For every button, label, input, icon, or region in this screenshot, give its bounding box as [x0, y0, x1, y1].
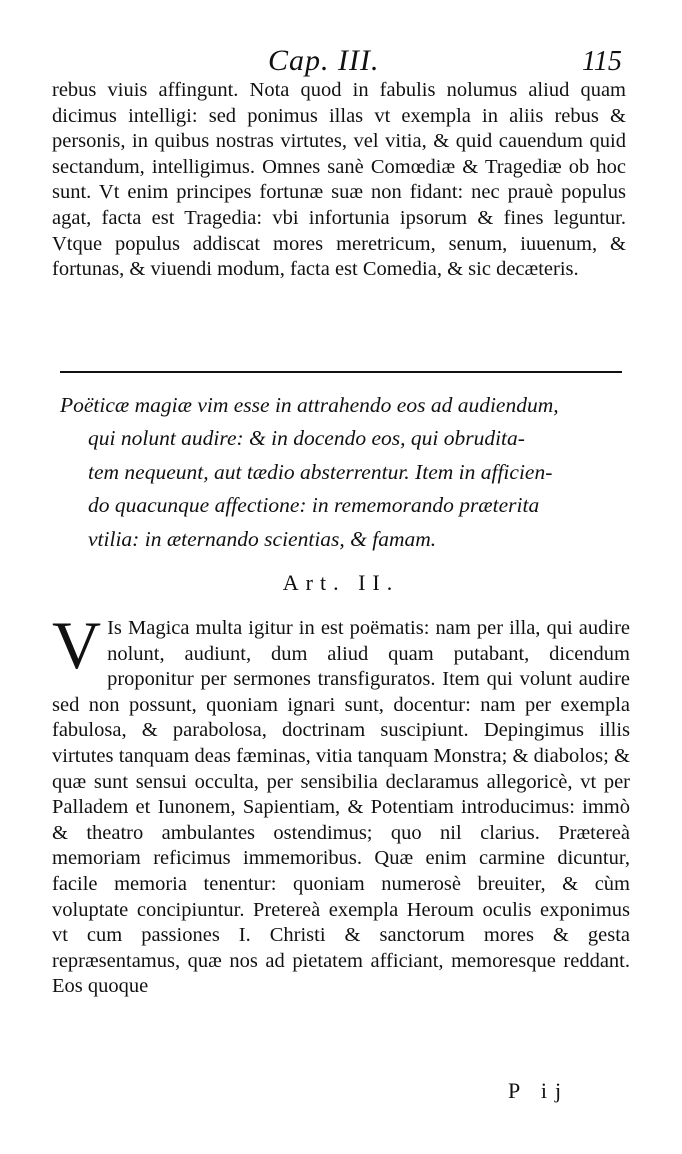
article-body [52, 607, 630, 1000]
section-divider [60, 371, 622, 373]
page-number: 115 [582, 46, 622, 77]
running-head: Cap. III. [268, 44, 380, 77]
summary-line: vtilia: in æternando scientias, & famam. [88, 526, 437, 551]
article-heading: Art. II. [282, 570, 400, 595]
summary-line: qui nolunt audire: & in docendo eos, qui obrudita- [88, 426, 525, 451]
page-header [0, 42, 682, 82]
paragraph-text: rebus viuis affingunt. Nota quod in fabulis nolumus aliud quam dicimus intelligi: sed ponimus illas vt exempla in aliis rebus & personis, in quibus nostras virtutes, vel vitia, & quid cauendum quid sectandum, intelligimus. Omnes sanè Comœdiæ & Tragediæ ob hoc sunt. Vt enim principes fortunæ suæ non fidant: nec prauè populus agat, facta est Tragedia: vbi infortunia ipsorum & fines leguntur. Vtque populus addiscat mores meretricum, senum, iuuenum, & fortunas, & viuendi modum, facta est Comedia, & sic decæteris. [52, 79, 626, 281]
article-body-text: Is Magica multa igitur in est poëmatis: nam per illa, qui audire nolunt, audiunt, dum aliud quam putabant, dicendum proponitur per sermones transfiguratos. Item qui volunt audire sed non possunt, quoniam ignari sunt, docentur: nam per exempla fabulosa, & parabolosa, doctrinam suscipiunt. Depingimus illis virtutes tanquam deas fæminas, vitia tanquam Monstra; & diabolos; & quæ sunt sensui occulta, per sensibilia declaramus allegoricè, vt per Palladem et Iunonem, Sapientiam, & Potentiam introducimus: immò & theatro ambulantes ostendimus; quo nil clarius. Prætereà memoriam reficimus immemoribus. Quæ enim carmine dicuntur, facile memoria tenentur: quoniam numerosè breuiter, & cùm voluptate concipiuntur. Pretereà exempla Heroum oculis exponimus vt cum passiones I. Christi & sanctorum mores & gesta repræsentamus, quæ nos ad pietatem afficiant, memoresque reddant. Eos quoque [52, 617, 630, 998]
drop-cap: V [52, 607, 102, 683]
summary-line: Poëticæ magiæ vim esse in attrahendo eos ad audiendum, [60, 393, 559, 417]
summary-line: do quacunque affectione: in rememorando præterita [88, 493, 540, 518]
article-summary [60, 389, 628, 556]
summary-line: tem nequeunt, aut tædio absterrentur. Item in afficien- [88, 459, 553, 484]
signature-mark: P ij [508, 1078, 570, 1103]
